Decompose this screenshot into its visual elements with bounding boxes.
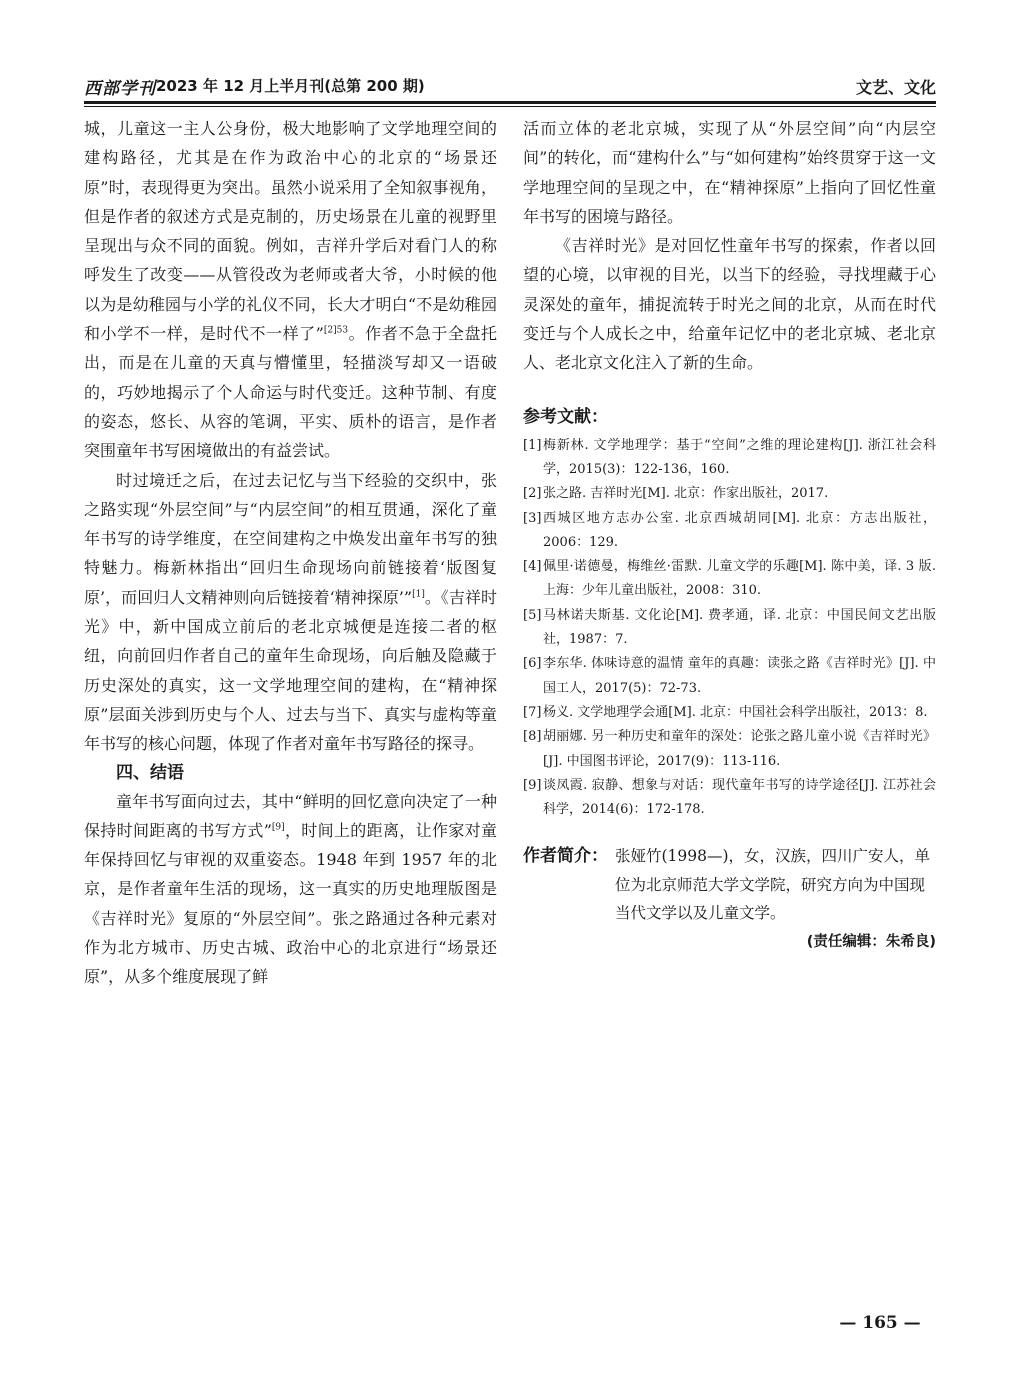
- paragraph: 《吉祥时光》是对回忆性童年书写的探索，作者以回望的心境，以审视的目光，以当下的经验，寻找埋藏于心灵深处的童年，捕捉流转于时光之间的北京，从而在时代变迁与个人成长之中，给童年记忆中的老北京城、老北京人、老北京文化注入了新的生命。: [523, 236, 936, 373]
- reference-item: [6] 李东华. 体味诗意的温情 童年的真趣：读张之路《吉祥时光》[J]. 中国工人，2017(5)：72-73.: [523, 656, 936, 696]
- issue-info: 2023 年 12 月上半月刊(总第 200 期): [156, 77, 425, 95]
- responsible-editor: (责任编辑：朱希良): [806, 933, 936, 950]
- header-rule-thin: [84, 106, 936, 107]
- paragraph: 时过境迁之后，在过去记忆与当下经验的交织中，张之路实现“外层空间”与“内层空间”的相互贯通，深化了童年书写的诗学维度，在空间建构之中焕发出童年书写的独特魅力。梅新林指出“回归生命现场向前链接着‘版图复原’，而回归人文精神则向后链接着‘精神探原’”[1]。《吉祥时光》中，新中国成立前后的老北京城便是连接二者的枢纽，向前回归作者自己的童年生命现场，向后触及隐藏于历史深处的真实，这一文学地理空间的建构，在“精神探原”层面关涉到历史与个人、过去与当下、真实与虚构等童年书写的核心问题，体现了作者对童年书写路径的探寻。: [84, 470, 497, 754]
- author-text: 张娅竹(1998—)，女，汉族，四川广安人，单位为北京师范大学文学院，研究方向为中国现当代文学以及儿童文学。: [615, 847, 931, 923]
- section-heading: 四、结语: [116, 762, 184, 783]
- reference-item: [5] 马林诺夫斯基. 文化论[M]. 费孝通，译. 北京：中国民间文艺出版社，1987：7.: [523, 607, 936, 648]
- right-column: [523, 114, 936, 956]
- reference-list: [523, 434, 936, 823]
- reference-item: [3] 西城区地方志办公室. 北京西城胡同[M]. 北京：方志出版社，2006：129.: [523, 510, 936, 550]
- reference-item: [8] 胡丽娜. 另一种历史和童年的深处：论张之路儿童小说《吉祥时光》[J]. 中国图书评论，2017(9)：113-116.: [523, 729, 936, 769]
- paragraph: 活而立体的老北京城，实现了从“外层空间”向“内层空间”的转化，而“建构什么”与“如何建构”始终贯穿于这一文学地理空间的呈现之中，在“精神探原”上指向了回忆性童年书写的困境与路径。: [523, 119, 936, 226]
- left-column: [84, 114, 497, 992]
- header-rule-thick: [84, 101, 936, 104]
- reference-item: [7] 杨义. 文学地理学会通[M]. 北京：中国社会科学出版社，2013：8.: [523, 704, 928, 720]
- author-label: 作者简介：: [523, 846, 608, 867]
- journal-logo: 西部学刊: [84, 79, 156, 99]
- paragraph: 童年书写面向过去，其中“鲜明的回忆意向决定了一种保持时间距离的书写方式”[9]，时间上的距离，让作家对童年保持回忆与审视的双重姿态。1948 年到 1957 年的北京，是作者童年生活的现场，这一真实的历史地理版图是《吉祥时光》复原的“外层空间”。张之路通过各种元素对作为北方城市、历史古城、政治中心的北京进行“场景还原”，从多个维度展现了鲜: [84, 791, 497, 987]
- citation: [9]: [271, 822, 285, 833]
- references-title: 参考文献：: [523, 406, 608, 427]
- reference-item: [9] 谈凤霞. 寂静、想象与对话：现代童年书写的诗学途径[J]. 江苏社会科学，2014(6)：172-178.: [523, 777, 936, 818]
- reference-item: [1] 梅新林. 文学地理学：基于“空间”之维的理论建构[J]. 浙江社会科学，2015(3)：122-136，160.: [523, 437, 936, 477]
- paragraph: 城，儿童这一主人公身份，极大地影响了文学地理空间的建构路径，尤其是在作为政治中心的北京的“场景还原”时，表现得更为突出。虽然小说采用了全知叙事视角，但是作者的叙述方式是克制的，历史场景在儿童的视野里呈现出与众不同的面貌。例如，吉祥升学后对看门人的称呼发生了改变——从管役改为老师或者大爷，小时候的他以为是幼稚园与小学的礼仪不同，长大才明白“不是幼稚园和小学不一样，是时代不一样了”$^{[2]53}$。作者不急于全盘托出，而是在儿童的天真与懵懂里，轻描淡写却又一语破的，巧妙地揭示了个人命运与时代变迁。这种节制、有度的姿态，悠长、从容的笔调，平实、质朴的语言，是作者突围童年书写困境做出的有益尝试。: [84, 119, 497, 461]
- reference-item: [4] 佩里·诺德曼，梅维丝·雷默. 儿童文学的乐趣[M]. 陈中美，译. 3 版. 上海：少年儿童出版社，2008：310.: [523, 559, 936, 599]
- section-title: 文艺、文化: [855, 78, 936, 97]
- citation: [2]53: [323, 325, 349, 336]
- author-bio: [523, 842, 936, 928]
- citation: [1]: [412, 589, 425, 600]
- page-number: — 165 —: [839, 1313, 921, 1333]
- running-header: [84, 72, 936, 102]
- reference-item: [2] 张之路. 吉祥时光[M]. 北京：作家出版社，2017.: [523, 486, 829, 502]
